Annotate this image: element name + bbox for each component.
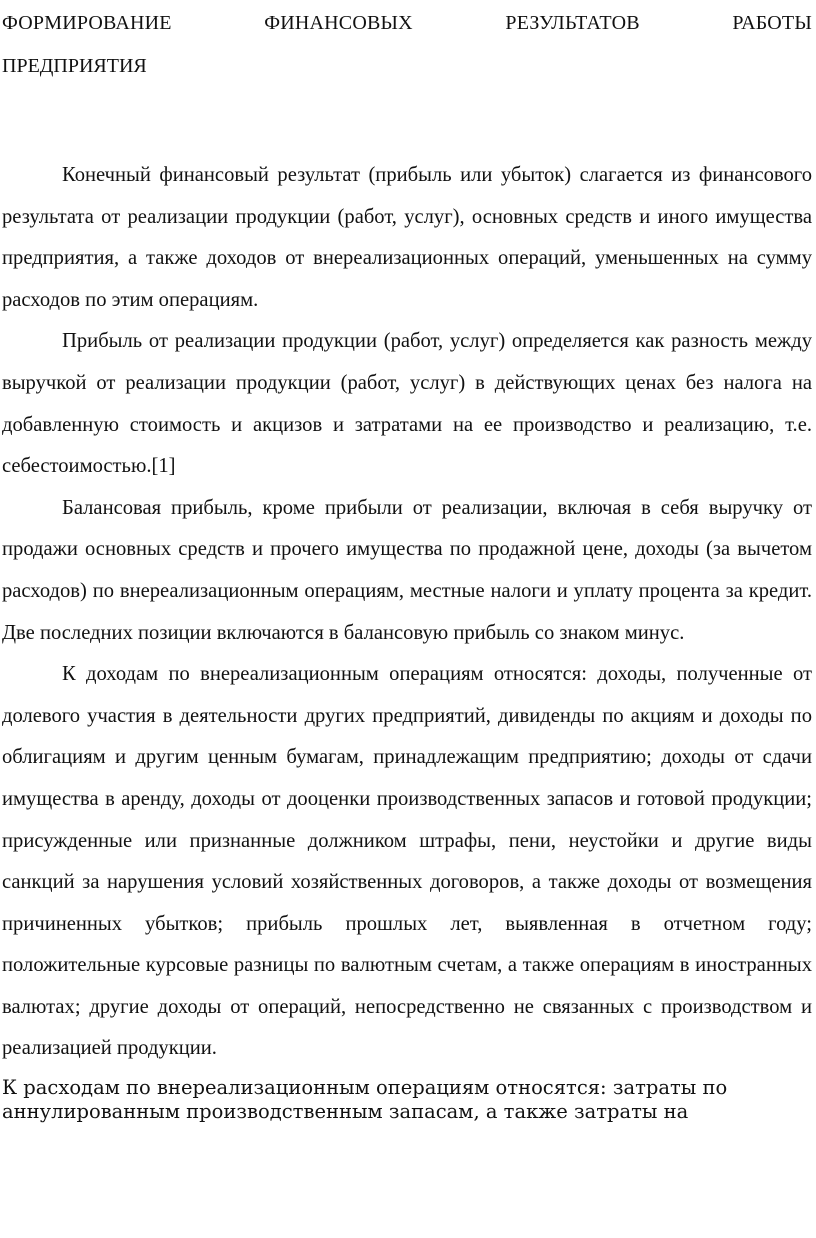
- title-spacer: [2, 88, 812, 155]
- paragraph-sales-profit: Прибыль от реализации продукции (работ, услуг) определяется как разность между выручкой от реализации продукции (работ, услуг) в действующих ценах без налога на добавленную стоимость и акцизов и затратами на ее производство и реализацию, т.е. себестоимостью.[1]: [2, 330, 812, 478]
- title-line-2: ПРЕДПРИЯТИЯ: [2, 55, 147, 77]
- paragraph-balance-profit: Балансовая прибыль, кроме прибыли от реализации, включая в себя выручку от продажи основных средств и прочего имущества по продажной цене, доходы (за вычетом расходов) по внереализационным операциям, местные налоги и уплату процента за кредит. Две последних позиции включаются в балансовую прибыль со знаком минус.: [2, 496, 812, 644]
- title-line-1: ФОРМИРОВАНИЕ ФИНАНСОВЫХ РЕЗУЛЬТАТОВ РАБОТЫ: [2, 12, 812, 34]
- paragraph-nonoperating-income: К доходам по внереализационным операциям относятся: доходы, полученные от долевого участия в деятельности других предприятий, дивиденды по акциям и доходы по облигациям и другим ценным бумагам, принадлежащим предприятию; доходы от сдачи имущества в аренду, доходы от дооценки производственных запасов и готовой продукции; присужденные или признанные должником штрафы, пени, неустойки и другие виды санкций за нарушения условий хозяйственных договоров, а также доходы от возмещения причиненных убытков; прибыль прошлых лет, выявленная в отчетном году; положительные курсовые разницы по валютным счетам, а также операциям в иностранных валютах; другие доходы от операций, непосредственно не связанных с производством и реализацией продукции.: [2, 663, 812, 1060]
- document-title: [2, 0, 812, 88]
- paragraph-nonoperating-expenses: К расходам по внереализационным операциям относятся: затраты по аннулированным производственным запасам, а также затраты на: [2, 1076, 728, 1124]
- paragraph-final-result: Конечный финансовый результат (прибыль или убыток) слагается из финансового результата от реализации продукции (работ, услуг), основных средств и иного имущества предприятия, а также доходов от внереализационных операций, уменьшенных на сумму расходов по этим операциям.: [2, 164, 812, 311]
